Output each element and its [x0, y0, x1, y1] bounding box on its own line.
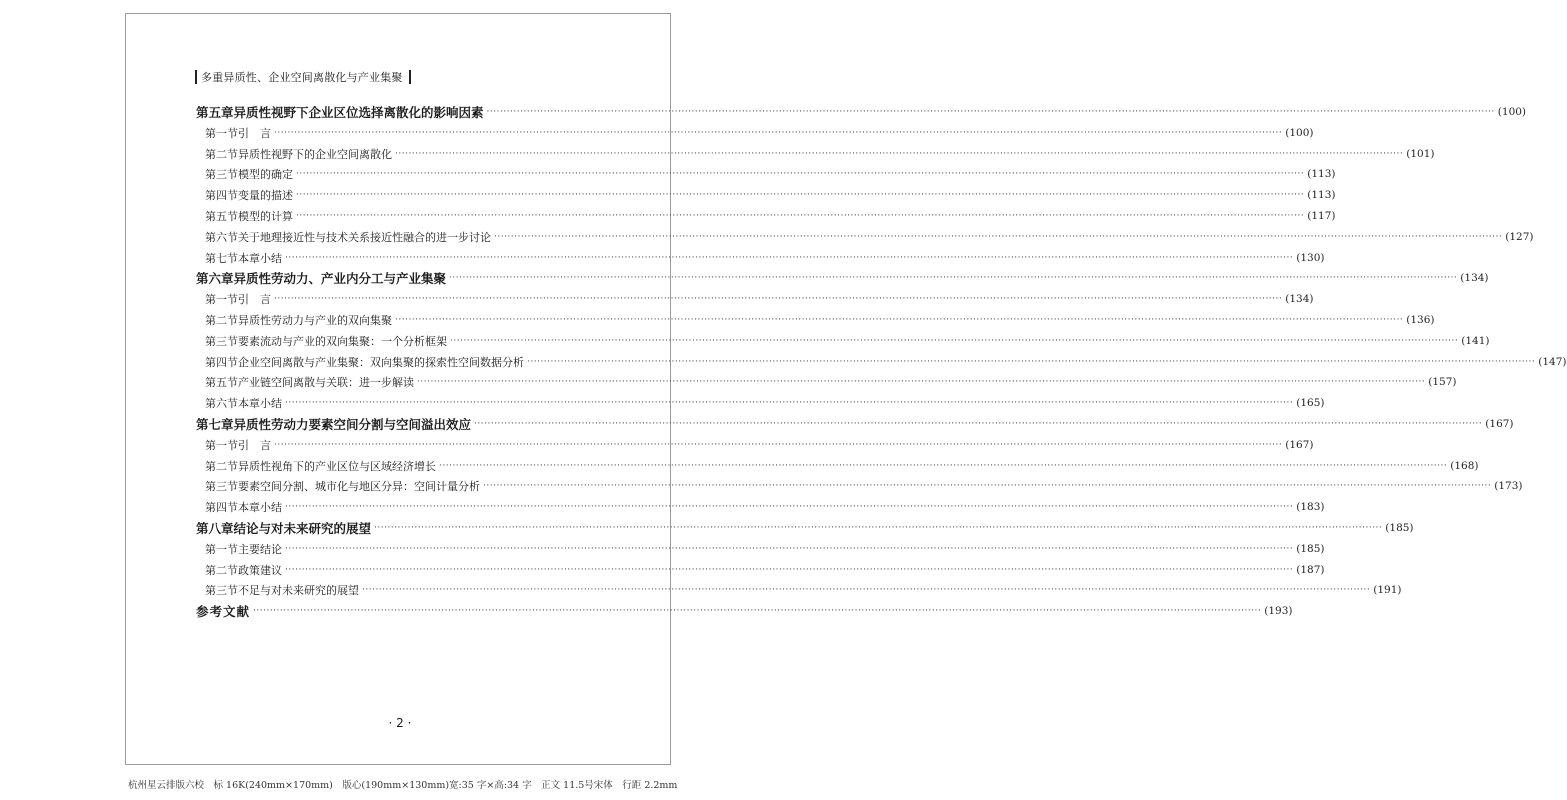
toc-entry-title: 不足与对未来研究的展望 — [238, 584, 359, 598]
dot-leader: ············································································································································································································································································································ — [483, 481, 1492, 492]
toc-entry-page: (191) — [1373, 584, 1402, 597]
toc-section-entry — [196, 560, 1325, 580]
dot-leader: ············································································································································································································································································································ — [374, 523, 1383, 533]
toc-entry-label: 第一节 — [205, 542, 238, 556]
toc-section-entry — [196, 206, 1336, 226]
toc-section-entry — [196, 310, 1435, 330]
toc-entry-label: 第一节 — [205, 126, 238, 140]
dot-leader: ············································································································································································································································································································ — [395, 315, 1404, 325]
toc-entry-title: 引 言 — [238, 438, 271, 452]
toc-section-entry — [196, 497, 1325, 517]
dot-leader: ············································································································································································································································································································ — [494, 231, 1503, 242]
toc-section-entry — [196, 248, 1325, 268]
toc-section-entry — [196, 393, 1325, 413]
running-head — [195, 68, 411, 86]
dot-leader: ············································································································································································································································································································ — [296, 169, 1305, 180]
toc-entry-label: 第四节 — [205, 189, 238, 203]
toc-entry-title: 结论与对未来研究的展望 — [233, 521, 372, 536]
toc-entry-label: 第四节 — [205, 501, 238, 515]
toc-chapter-entry — [196, 518, 1414, 538]
toc-section-entry — [196, 227, 1534, 247]
toc-entry-title: 本章小结 — [238, 501, 282, 515]
toc-entry-page: (157) — [1428, 376, 1457, 389]
toc-entry-title: 模型的计算 — [238, 210, 293, 223]
toc-entry-title: 异质性视野下的企业空间离散化 — [238, 147, 392, 161]
toc-entry-title: 政策建议 — [238, 563, 282, 577]
toc-entry-title: 关于地理接近性与技术关系接近性融合的进一步讨论 — [238, 230, 491, 244]
toc-section-entry — [196, 352, 1567, 372]
toc-entry-title: 模型的确定 — [238, 168, 293, 182]
dot-leader: ············································································································································································································································································································ — [285, 502, 1294, 513]
toc-entry-title: 本章小结 — [238, 397, 282, 411]
toc-section-entry — [196, 456, 1479, 476]
toc-section-entry — [196, 185, 1336, 205]
toc-entry-title: 主要结论 — [238, 542, 282, 556]
dot-leader: ············································································································································································································································································································ — [285, 252, 1294, 263]
toc-entry-title: 企业空间离散与产业集聚：双向集聚的探索性空间数据分析 — [238, 355, 524, 369]
toc-entry-title: 参考文献 — [196, 604, 251, 620]
toc-entry-page: (165) — [1296, 397, 1325, 410]
toc-entry-title: 异质性视角下的产业区位与区域经济增长 — [238, 459, 436, 473]
dot-leader: ············································································································································································································································································································ — [474, 419, 1483, 429]
dot-leader: ············································································································································································································································································································ — [296, 190, 1305, 201]
toc-entry-title: 要素空间分割、城市化与地区分异：空间计量分析 — [238, 480, 480, 494]
dot-leader: ············································································································································································································································································································ — [417, 377, 1426, 388]
toc-references-entry — [196, 601, 1293, 621]
toc-entry-title: 变量的描述 — [238, 189, 293, 203]
toc-entry-label: 第二节 — [205, 147, 238, 161]
running-head-right-rule — [409, 70, 411, 84]
page-number: · 2 · — [388, 716, 412, 730]
toc-entry-title: 要素流动与产业的双向集聚：一个分析框架 — [238, 334, 447, 348]
toc-section-entry — [196, 164, 1336, 184]
toc-chapter-entry — [196, 268, 1489, 288]
toc-entry-page: (113) — [1307, 168, 1336, 181]
print-spec-line: 杭州星云排版六校 标 16K(240mm×170mm) 版心(190mm×130mm)宽:35 字×高:34 字 正文 11.5号宋体 行距 2.2mm — [128, 780, 678, 791]
toc-chapter-entry — [196, 102, 1527, 122]
dot-leader: ············································································································································································································································································································ — [439, 460, 1448, 471]
toc-section-entry — [196, 144, 1435, 164]
toc-entry-label: 第五节 — [205, 376, 238, 390]
toc-entry-label: 第三节 — [205, 334, 238, 348]
toc-entry-page: (185) — [1385, 522, 1414, 534]
dot-leader: ············································································································································································································································································································ — [274, 294, 1283, 305]
toc-entry-page: (193) — [1264, 605, 1293, 618]
toc-entry-page: (134) — [1285, 293, 1314, 306]
toc-section-entry — [196, 289, 1314, 309]
toc-entry-page: (183) — [1296, 501, 1325, 514]
toc-entry-label: 第一节 — [205, 438, 238, 452]
toc-entry-title: 产业链空间离散与关联：进一步解读 — [238, 376, 414, 390]
running-head-text: 多重异质性、企业空间离散化与产业集聚 — [201, 71, 403, 84]
toc-entry-label: 第三节 — [205, 584, 238, 598]
dot-leader: ············································································································································································································································································································ — [274, 127, 1283, 138]
toc-entry-page: (187) — [1296, 563, 1325, 576]
dot-leader: ············································································································································································································································································································ — [527, 356, 1536, 367]
toc-entry-page: (127) — [1505, 230, 1534, 243]
toc-section-entry — [196, 372, 1457, 392]
toc-entry-title: 异质性劳动力、产业内分工与产业集聚 — [233, 271, 447, 287]
toc-entry-title: 异质性劳动力要素空间分割与空间溢出效应 — [233, 417, 472, 432]
toc-entry-page: (101) — [1406, 147, 1435, 160]
toc-entry-page: (136) — [1406, 314, 1435, 326]
toc-entry-page: (113) — [1307, 189, 1336, 202]
toc-entry-label: 第三节 — [205, 480, 238, 494]
toc-entry-page: (167) — [1285, 438, 1314, 451]
dot-leader: ············································································································································································································································································································ — [486, 107, 1495, 117]
toc-entry-page: (167) — [1485, 418, 1514, 430]
toc-entry-page: (147) — [1538, 355, 1567, 368]
toc-entry-label: 第二节 — [205, 459, 238, 473]
toc-entry-page: (134) — [1460, 272, 1489, 285]
toc-section-entry — [196, 539, 1325, 559]
toc-entry-title: 引 言 — [238, 293, 271, 307]
toc-section-entry — [196, 435, 1314, 455]
toc-entry-label: 第三节 — [205, 168, 238, 182]
toc-entry-label: 第六章 — [196, 271, 234, 287]
running-head-left-rule — [195, 70, 197, 84]
toc-entry-title: 引 言 — [238, 126, 271, 140]
dot-leader: ············································································································································································································································································································ — [253, 606, 1262, 617]
dot-leader: ············································································································································································································································································································ — [449, 273, 1458, 284]
toc-section-entry — [196, 123, 1314, 143]
toc-entry-page: (185) — [1296, 542, 1325, 555]
dot-leader: ············································································································································································································································································································ — [274, 439, 1283, 450]
toc-entry-label: 第六节 — [205, 230, 238, 244]
toc-entry-page: (100) — [1497, 106, 1527, 118]
dot-leader: ············································································································································································································································································································ — [362, 585, 1371, 596]
toc-entry-title: 异质性视野下企业区位选择离散化的影响因素 — [233, 105, 484, 120]
toc-section-entry — [196, 331, 1490, 351]
toc-entry-page: (168) — [1450, 459, 1479, 472]
toc-entry-label: 第七节 — [205, 251, 238, 265]
toc-entry-label: 第一节 — [205, 293, 238, 307]
toc-entry-label: 第八章 — [196, 521, 234, 536]
toc-entry-label: 第二节 — [205, 563, 238, 577]
dot-leader: ············································································································································································································································································································ — [450, 335, 1459, 346]
toc-entry-page: (117) — [1307, 210, 1336, 222]
toc-chapter-entry — [196, 414, 1514, 434]
toc-section-entry — [196, 580, 1402, 600]
dot-leader: ············································································································································································································································································································ — [285, 398, 1294, 409]
toc-entry-label: 第五节 — [205, 210, 238, 223]
toc-entry-page: (100) — [1285, 126, 1314, 139]
dot-leader: ············································································································································································································································································································ — [395, 148, 1404, 159]
toc-entry-label: 第五章 — [196, 105, 234, 120]
toc-entry-label: 第七章 — [196, 417, 234, 432]
toc-entry-page: (173) — [1494, 480, 1523, 493]
toc-entry-label: 第六节 — [205, 397, 238, 411]
dot-leader: ············································································································································································································································································································ — [285, 543, 1294, 554]
toc-entry-title: 本章小结 — [238, 251, 282, 265]
dot-leader: ············································································································································································································································································································ — [285, 564, 1294, 575]
toc-entry-title: 异质性劳动力与产业的双向集聚 — [238, 314, 392, 327]
toc-entry-label: 第二节 — [205, 314, 238, 327]
toc-entry-page: (141) — [1461, 334, 1490, 347]
toc-entry-label: 第四节 — [205, 355, 238, 369]
dot-leader: ············································································································································································································································································································ — [296, 211, 1305, 221]
toc-entry-page: (130) — [1296, 251, 1325, 264]
toc-section-entry — [196, 476, 1523, 496]
